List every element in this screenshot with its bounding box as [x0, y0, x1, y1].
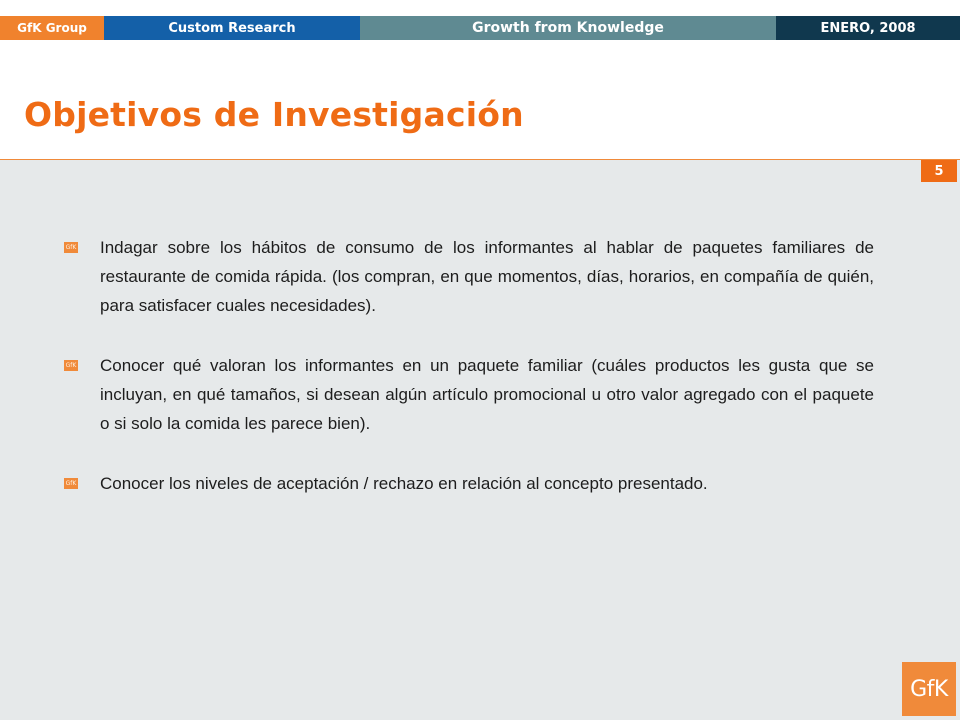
custom-research-label: Custom Research [104, 16, 360, 40]
list-item [64, 472, 874, 498]
slide-title: Objetivos de Investigación [24, 95, 524, 134]
list-item [64, 236, 874, 320]
page-number-badge: 5 [921, 160, 957, 182]
top-banner [0, 16, 960, 40]
objective-text: Conocer los niveles de aceptación / rechazo en relación al concepto presentado. [100, 474, 708, 493]
gfk-logo: GfK [902, 662, 956, 716]
gfk-bullet-icon: GfK [65, 480, 77, 487]
date-label: ENERO, 2008 [776, 16, 960, 40]
objective-text: Conocer qué valoran los informantes en un paquete familiar (cuáles productos les gusta que se incluyan, en qué tamaños, si desean algún artículo promocional u otro valor agregado con el paquete o si solo la comida les parece bien). [100, 356, 874, 433]
gfk-bullet-icon: GfK [65, 362, 77, 369]
objectives-list [64, 236, 874, 498]
list-item [64, 354, 874, 438]
gfk-group-label: GfK Group [0, 16, 104, 40]
tagline-label: Growth from Knowledge [360, 16, 776, 40]
gfk-bullet-icon: GfK [65, 244, 77, 251]
objective-text: Indagar sobre los hábitos de consumo de los informantes al hablar de paquetes familiares de restaurante de comida rápida. (los compran, en que momentos, días, horarios, en compañía de quién, para satisfacer cuales necesidades). [100, 238, 874, 315]
